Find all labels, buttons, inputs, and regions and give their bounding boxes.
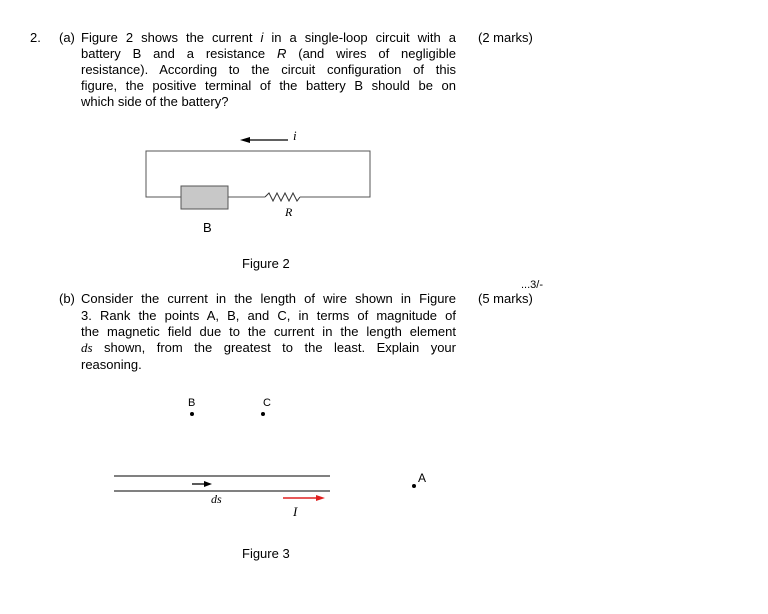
part-a-line-2: battery B and a resistance R (and wires of negligible (81, 46, 456, 61)
part-b-line-1: Consider the current in the length of wire shown in Figure (81, 291, 456, 306)
ds-symbol: ds (81, 340, 93, 355)
current-arrow-head (316, 495, 325, 501)
part-b-marks: (5 marks) (478, 291, 533, 306)
figure-3-point-a (412, 484, 416, 488)
figure-3-point-c-label: C (263, 397, 271, 409)
part-b-line-4: ds shown, from the greatest to the least. Explain your (81, 340, 456, 355)
question-number: 2. (30, 30, 41, 45)
figure-3-point-b-label: B (188, 397, 196, 409)
part-a-label: (a) (59, 30, 75, 45)
figure-2-battery-label: B (203, 220, 212, 235)
figure-3-current-label: I (293, 504, 298, 519)
part-b-label: (b) (59, 291, 75, 306)
figure-3-point-b (190, 412, 194, 416)
figure-2-caption: Figure 2 (242, 256, 290, 271)
figure-3-ds-label: ds (211, 492, 222, 506)
figure-2-current-label: i (293, 128, 297, 143)
part-a-marks: (2 marks) (478, 30, 533, 45)
page-continue-note: ...3/- (521, 279, 544, 291)
part-a-line-5: which side of the battery? (81, 94, 229, 109)
figure-3-point-a-label: A (418, 471, 427, 485)
part-b-line-3: the magnetic field due to the current in the length element (81, 324, 456, 339)
part-b-line-2: 3. Rank the points A, B, and C, in terms of magnitude of (81, 308, 456, 323)
figure-3-point-c (261, 412, 265, 416)
part-a-line-1: Figure 2 shows the current i in a single-loop circuit with a (81, 30, 456, 45)
ds-arrow-head (204, 481, 212, 487)
figure-3-caption: Figure 3 (242, 546, 290, 561)
part-a-line-4: figure, the positive terminal of the battery B should be on (81, 78, 456, 93)
part-a-line-3: resistance). According to the circuit configuration of this (81, 62, 456, 77)
figure-2-resistor-label: R (285, 205, 293, 219)
part-b-line-5: reasoning. (81, 357, 142, 372)
